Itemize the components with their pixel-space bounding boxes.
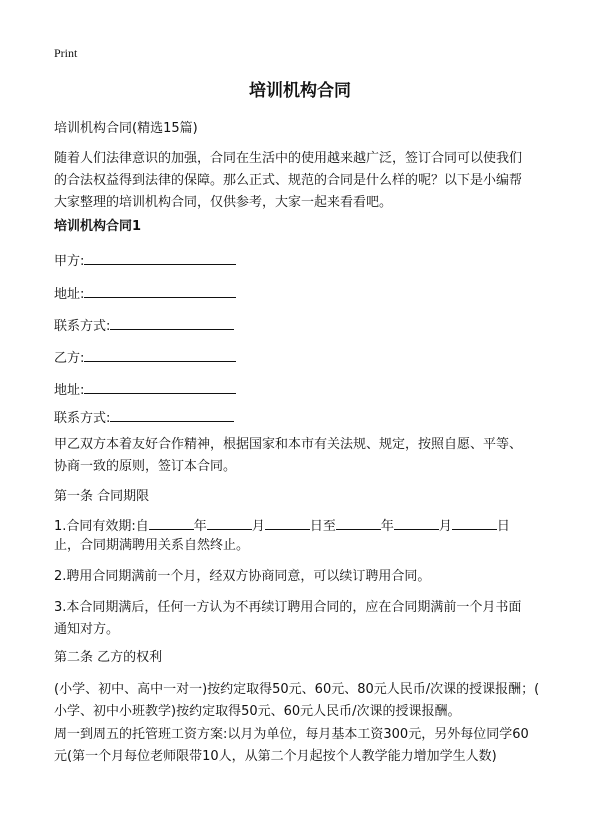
party-a-field — [54, 248, 236, 273]
address-a-field — [54, 281, 236, 306]
party-b-blank[interactable] — [84, 345, 236, 362]
principle-line: 协商一致的原则，签订本合同。 — [54, 459, 237, 474]
article-2-heading: 第二条 乙方的权利 — [54, 650, 163, 665]
section-heading: 培训机构合同1 — [54, 219, 142, 234]
salary-line: 元(第一个月每位老师限带10人，从第二个月起按个人教学能力增加学生人数) — [54, 749, 497, 764]
notice-line: 通知对方。 — [54, 622, 120, 637]
contact-a-label: 联系方式: — [54, 319, 111, 334]
term-end-day-blank[interactable] — [452, 515, 497, 530]
term-month-label: 月 — [251, 519, 265, 534]
renewal-clause: 2.聘用合同期满前一个月，经双方协商同意，可以续订聘用合同。 — [54, 569, 431, 584]
term-year-label: 年 — [193, 519, 207, 534]
term-year-label: 年 — [380, 519, 394, 534]
party-b-label: 乙方: — [54, 351, 85, 366]
contact-b-field — [54, 405, 234, 430]
salary-line: 周一到周五的托管班工资方案:以月为单位，每月基本工资300元，另外每位同学60 — [54, 727, 529, 742]
term-start-month-blank[interactable] — [207, 515, 252, 530]
intro-line: 大家整理的培训机构合同，仅供参考，大家一起来看看吧。 — [54, 195, 393, 210]
principle-line: 甲乙双方本着友好合作精神，根据国家和本市有关法规、规定，按照自愿、平等、 — [54, 437, 523, 452]
document-subtitle: 培训机构合同(精选15篇) — [54, 121, 198, 136]
intro-line: 随着人们法律意识的加强，合同在生活中的使用越来越广泛，签订合同可以使我们 — [54, 151, 523, 166]
address-b-field — [54, 377, 236, 402]
term-start-day-blank[interactable] — [265, 515, 310, 530]
contact-b-label: 联系方式: — [54, 411, 111, 426]
term-start-year-blank[interactable] — [149, 515, 194, 530]
party-a-label: 甲方: — [54, 254, 85, 269]
term-prefix: 1.合同有效期:自 — [54, 519, 149, 534]
notice-line: 3.本合同期满后，任何一方认为不再续订聘用合同的，应在合同期满前一个月书面 — [54, 600, 522, 615]
fees-paragraph — [54, 679, 554, 723]
page-title: 培训机构合同 — [249, 81, 351, 101]
intro-line: 的合法权益得到法律的保障。那么正式、规范的合同是什么样的呢？以下是小编帮 — [54, 173, 523, 188]
principle-paragraph — [54, 434, 554, 478]
address-b-label: 地址: — [54, 383, 85, 398]
fees-line: 小学、初中小班教学)按约定取得50元、60元人民币/次课的授课报酬。 — [54, 704, 461, 719]
contract-term-line-2: 止，合同期满聘用关系自然终止。 — [54, 538, 250, 553]
contact-a-blank[interactable] — [110, 313, 234, 330]
party-b-field — [54, 345, 236, 370]
term-month-label: 月 — [438, 519, 452, 534]
term-day-label: 日 — [496, 519, 510, 534]
notice-clause — [54, 597, 554, 641]
party-a-blank[interactable] — [84, 248, 236, 265]
address-b-blank[interactable] — [84, 377, 236, 394]
salary-paragraph — [54, 724, 554, 768]
term-day-to-label: 日至 — [309, 519, 336, 534]
intro-paragraph — [54, 148, 554, 214]
address-a-label: 地址: — [54, 287, 85, 302]
fees-line: (小学、初中、高中一对一)按约定取得50元、60元、80元人民币/次课的授课报酬；( — [54, 682, 540, 697]
print-link[interactable]: Print — [54, 46, 78, 60]
term-end-month-blank[interactable] — [394, 515, 439, 530]
contact-a-field — [54, 313, 234, 338]
term-end-year-blank[interactable] — [336, 515, 381, 530]
contact-b-blank[interactable] — [110, 405, 234, 422]
article-1-heading: 第一条 合同期限 — [54, 489, 150, 504]
address-a-blank[interactable] — [84, 281, 236, 298]
